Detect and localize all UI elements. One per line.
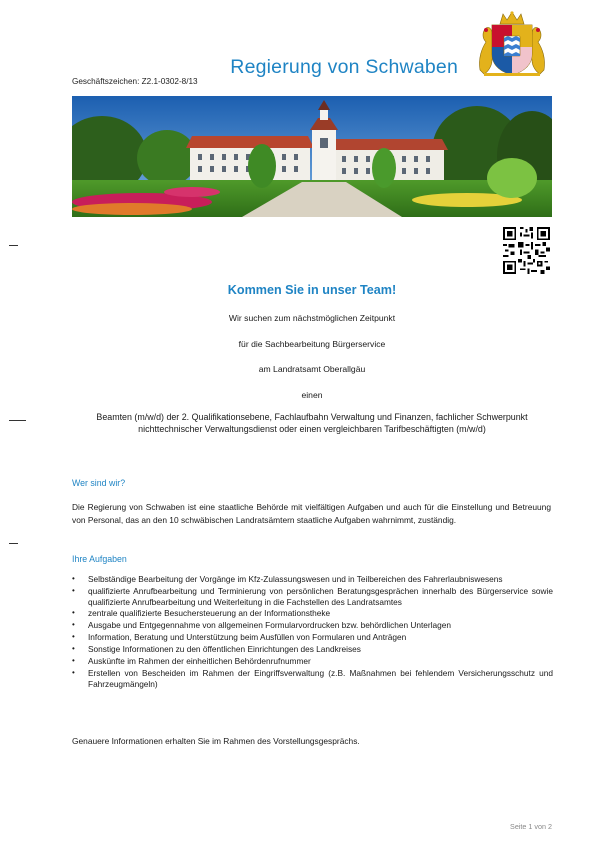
bullet-icon: • — [72, 644, 75, 654]
section-heading-tasks: Ihre Aufgaben — [72, 554, 127, 564]
header-photo — [72, 96, 552, 217]
list-item: • Auskünfte im Rahmen der einheitlichen Behördenrufnummer — [72, 656, 311, 667]
intro-line: am Landratsamt Oberallgäu — [258, 364, 366, 374]
bullet-icon: • — [72, 632, 75, 642]
bavarian-coat-of-arms-icon — [476, 10, 548, 78]
fold-mark — [9, 543, 18, 544]
task-list — [72, 574, 553, 691]
page-number: Seite 1 von 2 — [510, 822, 552, 831]
list-item: • Information, Beratung und Unterstützung beim Ausfüllen von Formularen und Anträgen — [72, 632, 407, 643]
list-item: • Erstellen von Bescheiden im Rahmen der Eingriffsverwaltung (z.B. Maßnahmen bei fehlendem Versicherungsschutz und Fahrzeugmängeln) — [72, 667, 553, 689]
intro-line: Wir suchen zum nächstmöglichen Zeitpunkt — [228, 313, 396, 323]
about-text: Die Regierung von Schwaben ist eine staatliche Behörde mit vielfältigen Aufgaben und auch für die Einstellung und Betreuung von Personal, das an den 10 schwäbischen Landratsämtern staatliche Aufgaben wahrnimmt, zuständig. — [72, 502, 551, 525]
list-item: • Ausgabe und Entgegennahme von allgemeinen Formularvordrucken bzw. behördlichen Unterlagen — [72, 620, 451, 631]
bullet-icon: • — [72, 574, 75, 583]
bullet-icon: • — [72, 656, 75, 666]
list-item: • zentrale qualifizierte Besuchersteuerung an der Informationstheke — [72, 608, 331, 619]
qr-code-icon — [503, 227, 550, 274]
headline: Kommen Sie in unser Team! — [227, 283, 397, 297]
bullet-icon: • — [72, 608, 75, 618]
punch-mark — [9, 420, 26, 421]
intro-line: einen — [301, 390, 323, 400]
bullet-icon: • — [72, 667, 75, 677]
list-item: • Selbständige Bearbeitung der Vorgänge im Kfz-Zulassungswesen und in Teilbereichen des Fahrerlaubniswesens — [72, 574, 503, 584]
section-heading-about: Wer sind wir? — [72, 478, 126, 488]
bullet-icon: • — [72, 620, 75, 630]
position-title: Beamten (m/w/d) der 2. Qualifikationsebene, Fachlaufbahn Verwaltung und Finanzen, fachlicher Schwerpunkt nichttechnischer Verwaltungsdienst oder einen vergleichbaren Tarifbeschäftigten (m/w/d) — [96, 412, 528, 435]
closing-text: Genauere Informationen erhalten Sie im Rahmen des Vorstellungsgesprächs. — [72, 736, 360, 746]
list-item: • Sonstige Informationen zu den öffentlichen Einrichtungen des Landkreises — [72, 644, 361, 655]
reference-number: Geschäftszeichen: Z2.1-0302-8/13 — [72, 77, 198, 86]
list-item: • qualifizierte Anrufbearbeitung und Terminierung von persönlichen Beratungsgesprächen innerhalb des Bürgerservice sowie qualifizierte Anrufbearbeitung und Weiterleitung in die Fachstellen des Landratsamtes — [72, 585, 553, 607]
fold-mark — [9, 245, 18, 246]
bullet-icon: • — [72, 585, 75, 595]
organization-name: Regierung von Schwaben — [230, 56, 458, 78]
intro-line: für die Sachbearbeitung Bürgerservice — [238, 339, 386, 349]
